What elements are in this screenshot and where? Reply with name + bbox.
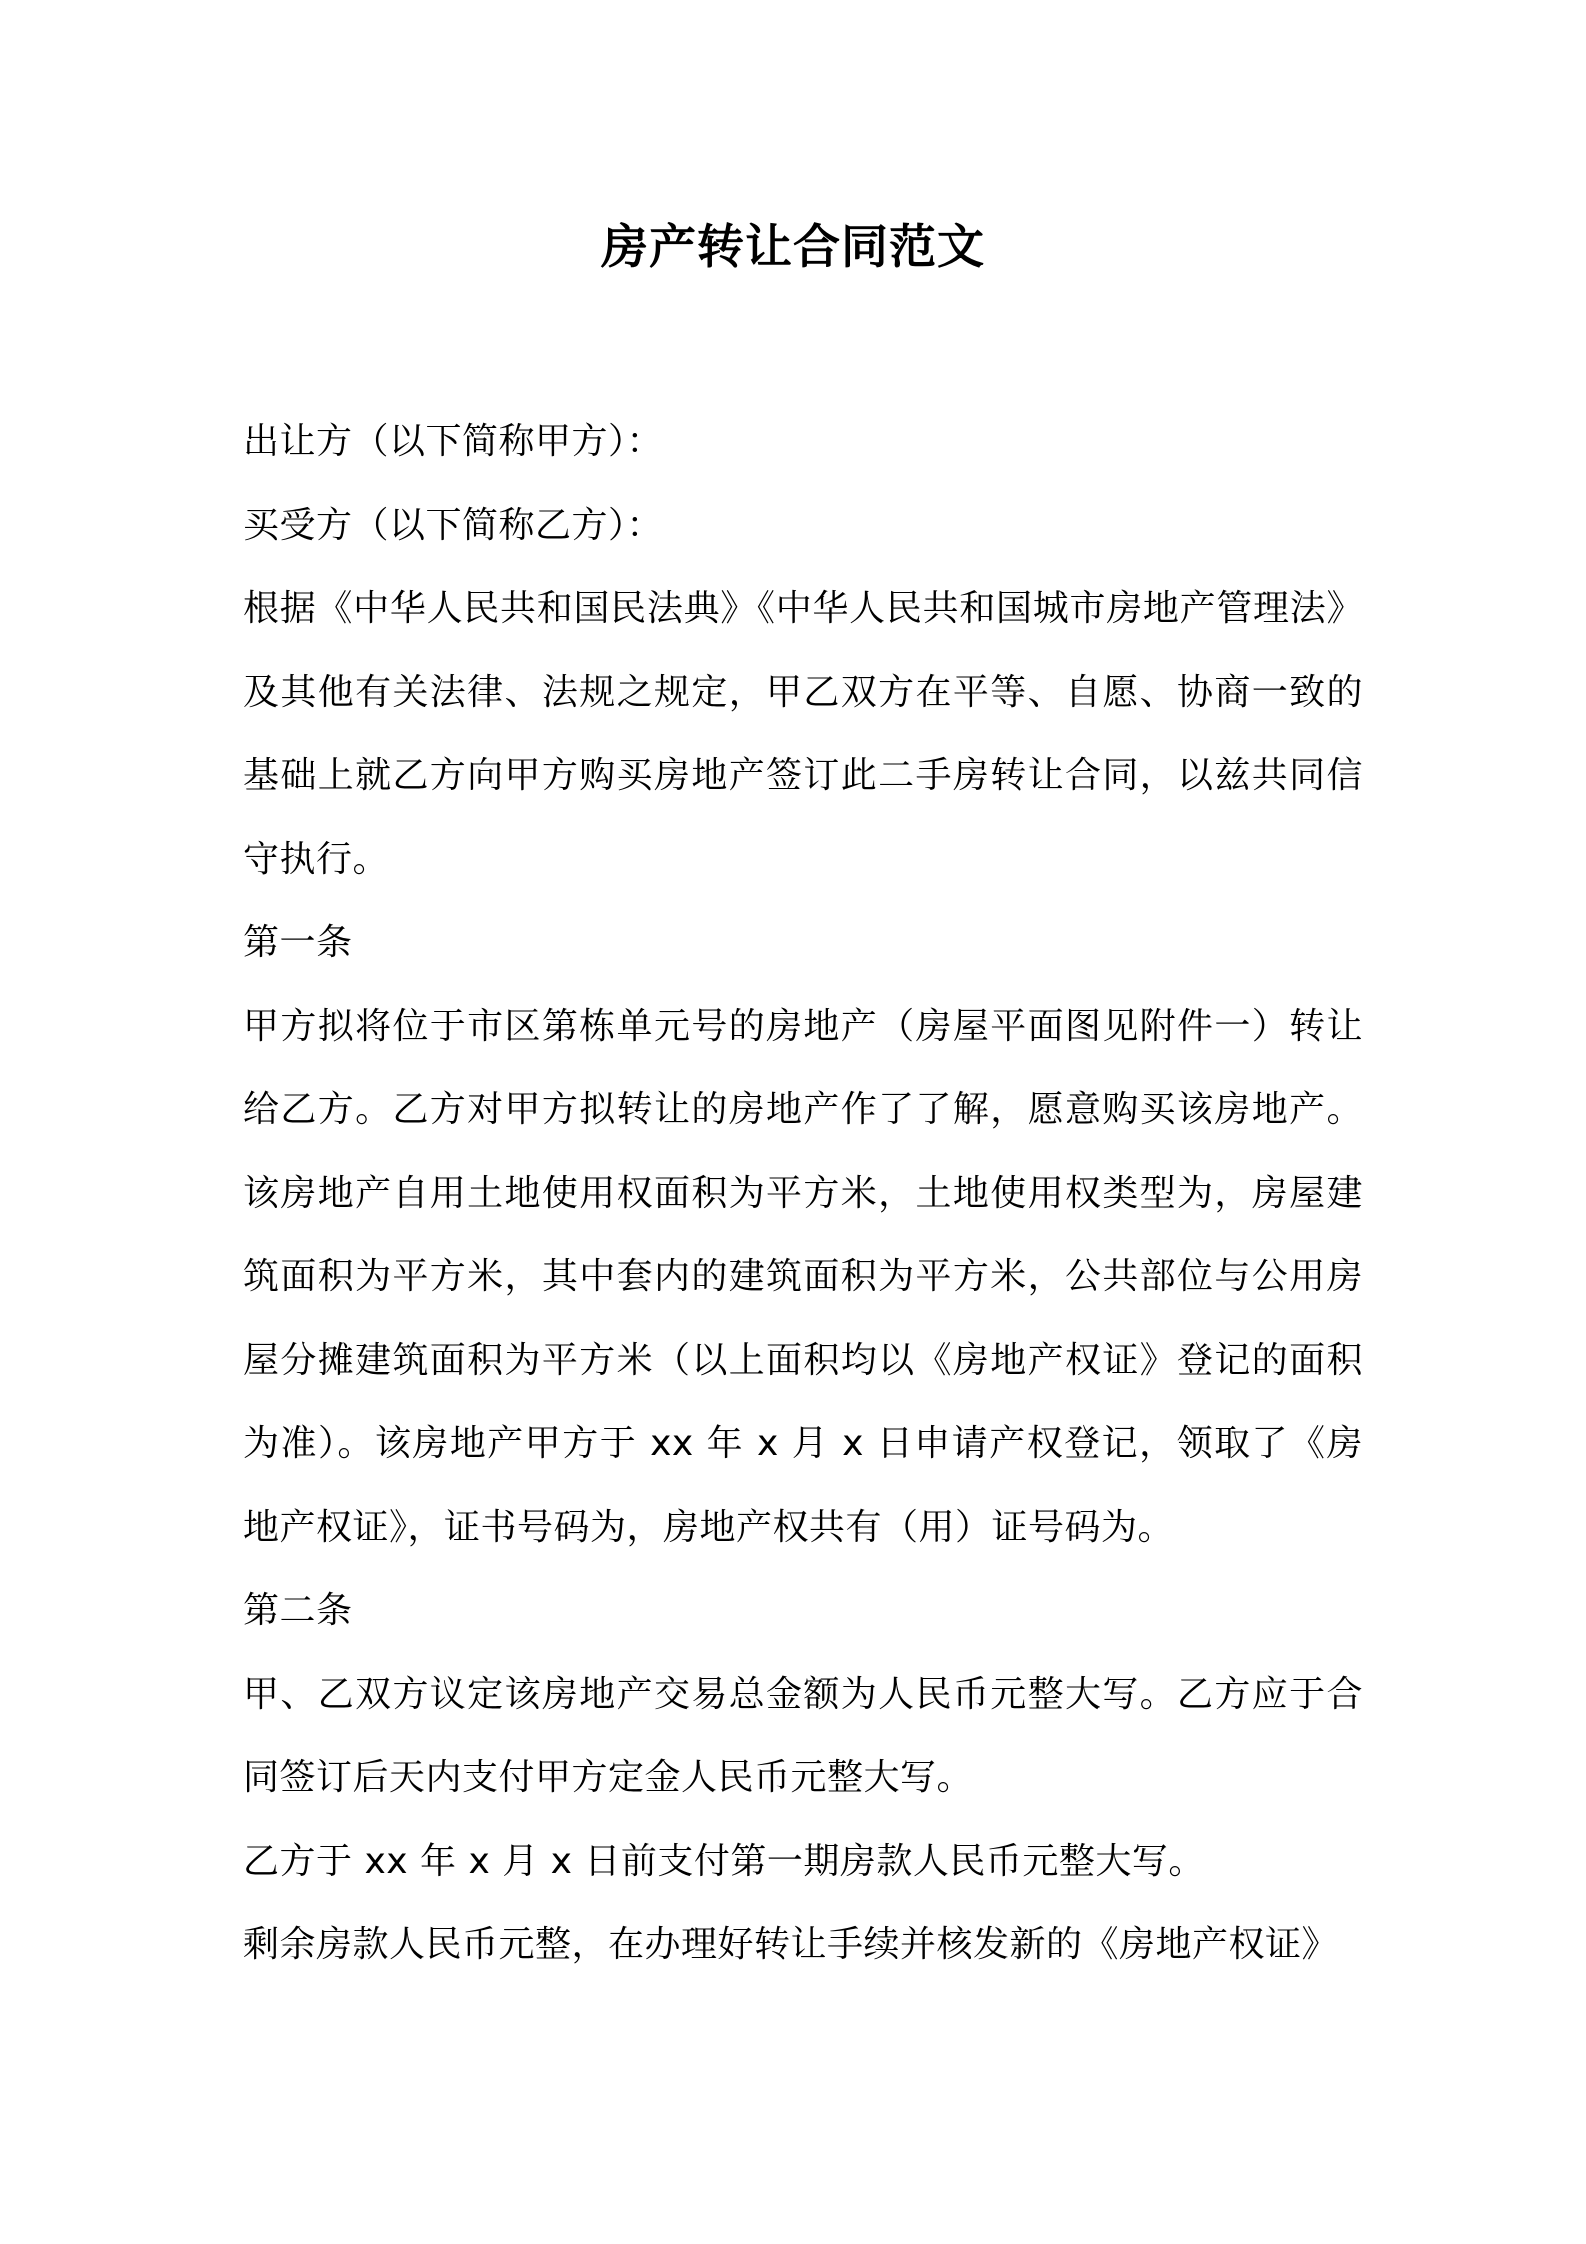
article-1-paragraph: 甲方拟将位于市区第栋单元号的房地产（房屋平面图见附件一）转让给乙方。乙方对甲方拟转让的房地产作了了解，愿意购买该房地产。该房地产自用土地使用权面积为平方米，土地使用权类型为，房屋建筑面积为平方米，其中套内的建筑面积为平方米，公共部位与公用房屋分摊建筑面积为平方米（以上面积均以《房地产权证》登记的面积为准）。该房地产甲方于 xx 年 x 月 x 日申请产权登记，领取了《房地产权证》，证书号码为，房地产权共有（用）证号码为。 [243, 1005, 1363, 1548]
article-2-paragraph-3: 剩余房款人民币元整，在办理好转让手续并核发新的《房地产权证》 [243, 1924, 1339, 1965]
document-body [243, 400, 1363, 1987]
article-2-paragraph-1: 甲、乙双方议定该房地产交易总金额为人民币元整大写。乙方应于合同签订后天内支付甲方定金人民币元整大写。 [243, 1673, 1363, 1798]
document-title: 房产转让合同范文 [601, 220, 985, 275]
party-a-line: 出让方（以下简称甲方）： [243, 421, 664, 462]
article-1-heading: 第一条 [243, 922, 353, 963]
party-b-line: 买受方（以下简称乙方）： [243, 504, 664, 546]
article-2-heading: 第二条 [243, 1590, 353, 1631]
article-2-paragraph-2: 乙方于 xx 年 x 月 x 日前支付第一期房款人民币元整大写。 [243, 1840, 1205, 1882]
preamble-paragraph: 根据《中华人民共和国民法典》《中华人民共和国城市房地产管理法》及其他有关法律、法规之规定，甲乙双方在平等、自愿、协商一致的基础上就乙方向甲方购买房地产签订此二手房转让合同，以兹共同信守执行。 [243, 588, 1363, 880]
